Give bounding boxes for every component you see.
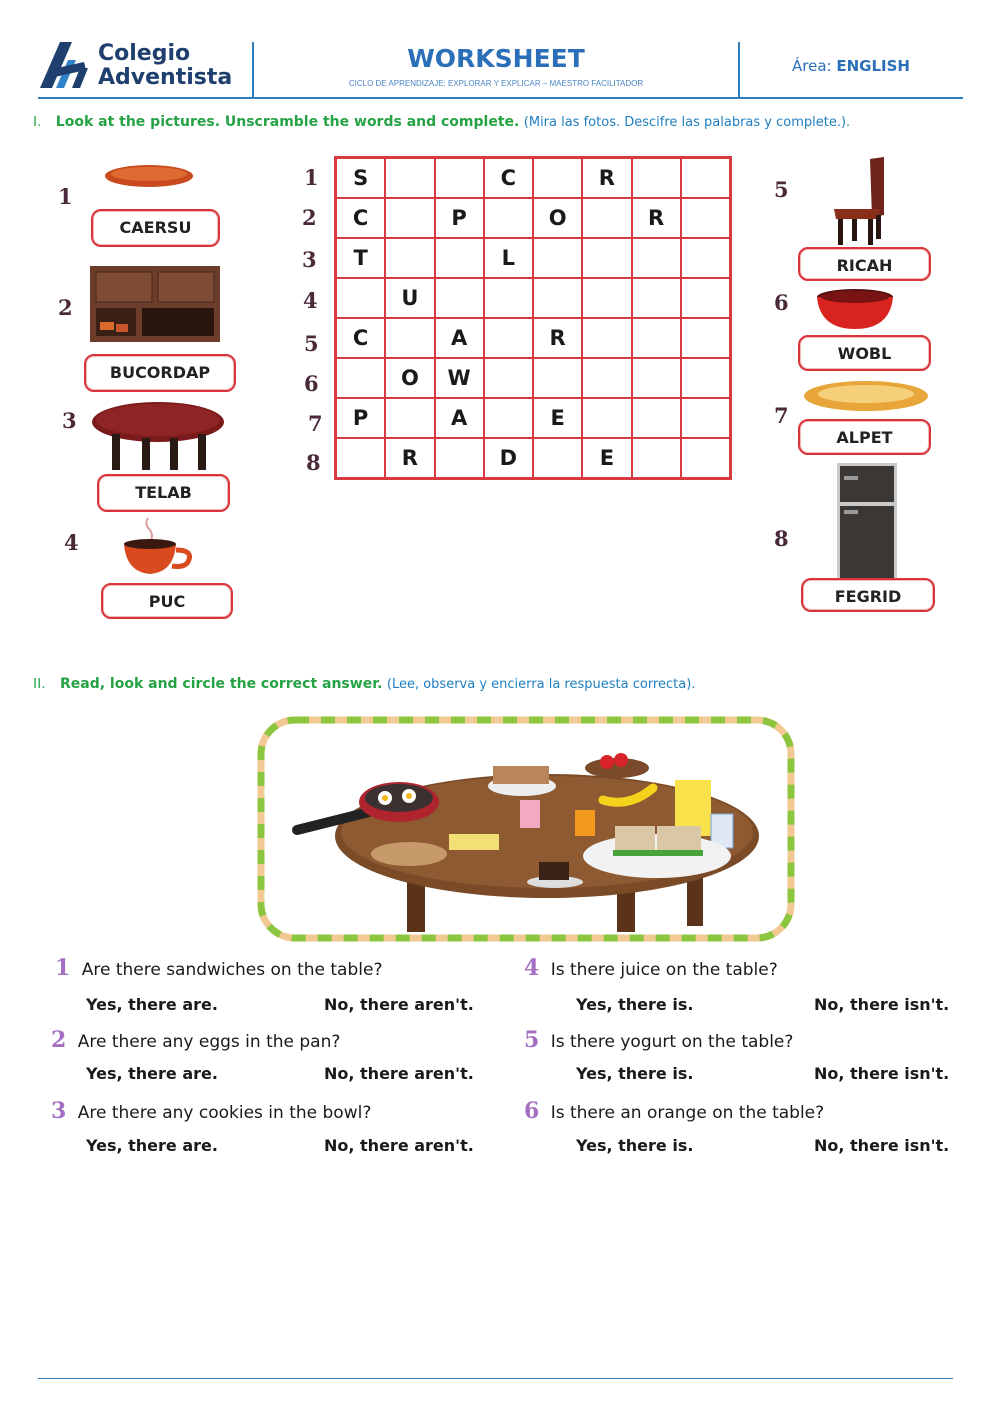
grid-row-number: 2 bbox=[302, 205, 317, 230]
scrambled-word-label: FEGRID bbox=[801, 578, 935, 612]
answer-no[interactable]: No, there isn't. bbox=[814, 995, 950, 1014]
grid-cell[interactable]: O bbox=[385, 358, 434, 398]
section2-instruction bbox=[33, 675, 695, 692]
grid-cell[interactable]: P bbox=[435, 198, 484, 238]
question-text: Is there yogurt on the table? bbox=[550, 1032, 794, 1052]
grid-cell[interactable] bbox=[336, 358, 385, 398]
cupboard-icon bbox=[88, 264, 222, 344]
section-number: I. bbox=[33, 113, 42, 130]
grid-cell[interactable] bbox=[385, 238, 434, 278]
crossword-grid bbox=[334, 156, 732, 480]
grid-row-number: 1 bbox=[304, 165, 319, 190]
grid-cell[interactable]: E bbox=[582, 438, 631, 478]
grid-cell[interactable] bbox=[681, 198, 730, 238]
grid-cell[interactable] bbox=[632, 398, 681, 438]
grid-cell[interactable]: P bbox=[336, 398, 385, 438]
breakfast-table-illustration bbox=[257, 716, 795, 942]
answer-no[interactable]: No, there isn't. bbox=[814, 1136, 950, 1155]
grid-cell[interactable]: D bbox=[484, 438, 533, 478]
scrambled-word-label: TELAB bbox=[97, 474, 230, 512]
grid-row-number: 4 bbox=[303, 288, 318, 313]
grid-cell[interactable] bbox=[533, 438, 582, 478]
question-text: Are there any cookies in the bowl? bbox=[77, 1103, 372, 1123]
grid-cell[interactable] bbox=[336, 438, 385, 478]
grid-cell[interactable] bbox=[435, 438, 484, 478]
answer-no[interactable]: No, there aren't. bbox=[324, 1064, 474, 1083]
chair-icon bbox=[830, 155, 890, 247]
answer-yes[interactable]: Yes, there are. bbox=[86, 1136, 218, 1155]
grid-cell[interactable] bbox=[533, 158, 582, 198]
scrambled-word-label: ALPET bbox=[798, 419, 931, 455]
grid-cell[interactable] bbox=[632, 278, 681, 318]
answer-yes[interactable]: Yes, there are. bbox=[86, 995, 218, 1014]
school-name-line1: Colegio bbox=[98, 41, 191, 66]
grid-row-number: 3 bbox=[302, 247, 317, 272]
section1-instruction bbox=[33, 113, 850, 130]
question-number: 2 bbox=[51, 1027, 67, 1053]
question-number: 6 bbox=[524, 1098, 540, 1124]
table-icon bbox=[90, 400, 226, 472]
question bbox=[51, 1027, 340, 1053]
item-number: 4 bbox=[64, 530, 79, 555]
grid-cell[interactable]: R bbox=[582, 158, 631, 198]
grid-cell[interactable] bbox=[533, 238, 582, 278]
grid-cell[interactable]: C bbox=[336, 198, 385, 238]
answer-yes[interactable]: Yes, there is. bbox=[576, 995, 694, 1014]
scrambled-word-label: CAERSU bbox=[91, 209, 220, 247]
grid-cell[interactable] bbox=[435, 278, 484, 318]
grid-cell[interactable]: W bbox=[435, 358, 484, 398]
section-number: II. bbox=[33, 675, 46, 692]
subject-area bbox=[792, 57, 910, 75]
grid-cell[interactable] bbox=[681, 398, 730, 438]
grid-cell[interactable]: E bbox=[533, 398, 582, 438]
header-rule bbox=[38, 97, 963, 99]
question-text: Is there an orange on the table? bbox=[550, 1103, 825, 1123]
grid-cell[interactable] bbox=[681, 438, 730, 478]
grid-row-number: 8 bbox=[306, 450, 321, 475]
grid-cell[interactable]: T bbox=[336, 238, 385, 278]
grid-cell[interactable] bbox=[582, 358, 631, 398]
question-number: 3 bbox=[51, 1098, 67, 1124]
question bbox=[55, 955, 382, 981]
grid-cell[interactable]: R bbox=[533, 318, 582, 358]
grid-cell[interactable]: O bbox=[533, 198, 582, 238]
grid-cell[interactable] bbox=[632, 238, 681, 278]
area-label: Área: bbox=[792, 57, 832, 75]
footer-rule bbox=[38, 1378, 953, 1379]
grid-cell[interactable] bbox=[582, 318, 631, 358]
grid-cell[interactable]: R bbox=[385, 438, 434, 478]
page-subtitle: CICLO DE APRENDIZAJE: EXPLORAR Y EXPLICAR – MAESTRO FACILITADOR bbox=[348, 79, 644, 88]
grid-cell[interactable] bbox=[681, 238, 730, 278]
grid-cell[interactable]: A bbox=[435, 318, 484, 358]
question-number: 1 bbox=[55, 955, 71, 981]
answer-yes[interactable]: Yes, there is. bbox=[576, 1136, 694, 1155]
grid-cell[interactable]: R bbox=[632, 198, 681, 238]
grid-cell[interactable] bbox=[582, 198, 631, 238]
answer-yes[interactable]: Yes, there are. bbox=[86, 1064, 218, 1083]
grid-cell[interactable] bbox=[582, 398, 631, 438]
answer-no[interactable]: No, there aren't. bbox=[324, 995, 474, 1014]
grid-cell[interactable] bbox=[435, 158, 484, 198]
question bbox=[51, 1098, 371, 1124]
item-number: 8 bbox=[774, 526, 789, 551]
grid-cell[interactable] bbox=[681, 278, 730, 318]
grid-cell[interactable]: C bbox=[484, 158, 533, 198]
grid-row-number: 7 bbox=[308, 411, 323, 436]
question-text: Are there sandwiches on the table? bbox=[81, 960, 383, 980]
question bbox=[524, 1027, 793, 1053]
grid-cell[interactable]: A bbox=[435, 398, 484, 438]
grid-cell[interactable] bbox=[484, 358, 533, 398]
grid-cell[interactable]: C bbox=[336, 318, 385, 358]
answer-yes[interactable]: Yes, there is. bbox=[576, 1064, 694, 1083]
grid-cell[interactable] bbox=[385, 198, 434, 238]
grid-cell[interactable] bbox=[435, 238, 484, 278]
grid-cell[interactable] bbox=[484, 318, 533, 358]
question-number: 4 bbox=[524, 955, 540, 981]
grid-cell[interactable] bbox=[681, 318, 730, 358]
grid-cell[interactable] bbox=[632, 438, 681, 478]
grid-row-number: 6 bbox=[304, 371, 319, 396]
answer-no[interactable]: No, there aren't. bbox=[324, 1136, 474, 1155]
school-name-line2: Adventista bbox=[98, 65, 233, 90]
logo-mark-icon bbox=[38, 40, 94, 90]
page-title: WORKSHEET bbox=[407, 44, 585, 73]
question-number: 5 bbox=[524, 1027, 540, 1053]
question-text: Is there juice on the table? bbox=[550, 960, 778, 980]
grid-cell[interactable] bbox=[385, 398, 434, 438]
instruction-spanish: (Lee, observa y encierra la respuesta correcta). bbox=[386, 677, 696, 692]
grid-cell[interactable] bbox=[582, 278, 631, 318]
fridge-icon bbox=[836, 462, 898, 580]
scrambled-word-label: RICAH bbox=[798, 247, 931, 281]
grid-cell[interactable] bbox=[484, 398, 533, 438]
answer-no[interactable]: No, there isn't. bbox=[814, 1064, 950, 1083]
school-name bbox=[98, 42, 232, 90]
item-number: 1 bbox=[58, 184, 73, 209]
instruction-spanish: (Mira las fotos. Descifre las palabras y complete.). bbox=[523, 115, 851, 130]
bowl-icon bbox=[814, 287, 896, 333]
question-text: Are there any eggs in the pan? bbox=[77, 1032, 341, 1052]
grid-cell[interactable] bbox=[484, 198, 533, 238]
grid-row-number: 5 bbox=[304, 331, 319, 356]
plate-icon bbox=[802, 378, 930, 414]
grid-cell[interactable]: L bbox=[484, 238, 533, 278]
grid-cell[interactable] bbox=[336, 278, 385, 318]
item-number: 2 bbox=[58, 295, 73, 320]
item-number: 5 bbox=[774, 177, 789, 202]
area-value: ENGLISH bbox=[836, 57, 910, 75]
instruction-english: Read, look and circle the correct answer. bbox=[59, 676, 383, 692]
header-divider bbox=[738, 42, 740, 98]
item-number: 6 bbox=[774, 290, 789, 315]
grid-cell[interactable] bbox=[632, 158, 681, 198]
grid-cell[interactable] bbox=[681, 158, 730, 198]
scrambled-word-label: WOBL bbox=[798, 335, 931, 371]
grid-cell[interactable] bbox=[582, 238, 631, 278]
grid-cell[interactable] bbox=[533, 278, 582, 318]
grid-cell[interactable] bbox=[385, 318, 434, 358]
grid-cell[interactable]: S bbox=[336, 158, 385, 198]
grid-cell[interactable] bbox=[632, 358, 681, 398]
item-number: 7 bbox=[774, 403, 789, 428]
grid-cell[interactable] bbox=[681, 358, 730, 398]
grid-cell[interactable]: U bbox=[385, 278, 434, 318]
grid-cell[interactable] bbox=[385, 158, 434, 198]
grid-cell[interactable] bbox=[484, 278, 533, 318]
scrambled-word-label: BUCORDAP bbox=[84, 354, 236, 392]
question bbox=[524, 955, 778, 981]
saucer-icon bbox=[103, 162, 195, 190]
grid-cell[interactable] bbox=[533, 358, 582, 398]
question bbox=[524, 1098, 824, 1124]
item-number: 3 bbox=[62, 408, 77, 433]
cup-icon bbox=[118, 514, 200, 578]
grid-cell[interactable] bbox=[632, 318, 681, 358]
instruction-english: Look at the pictures. Unscramble the words and complete. bbox=[55, 114, 520, 130]
scrambled-word-label: PUC bbox=[101, 583, 233, 619]
